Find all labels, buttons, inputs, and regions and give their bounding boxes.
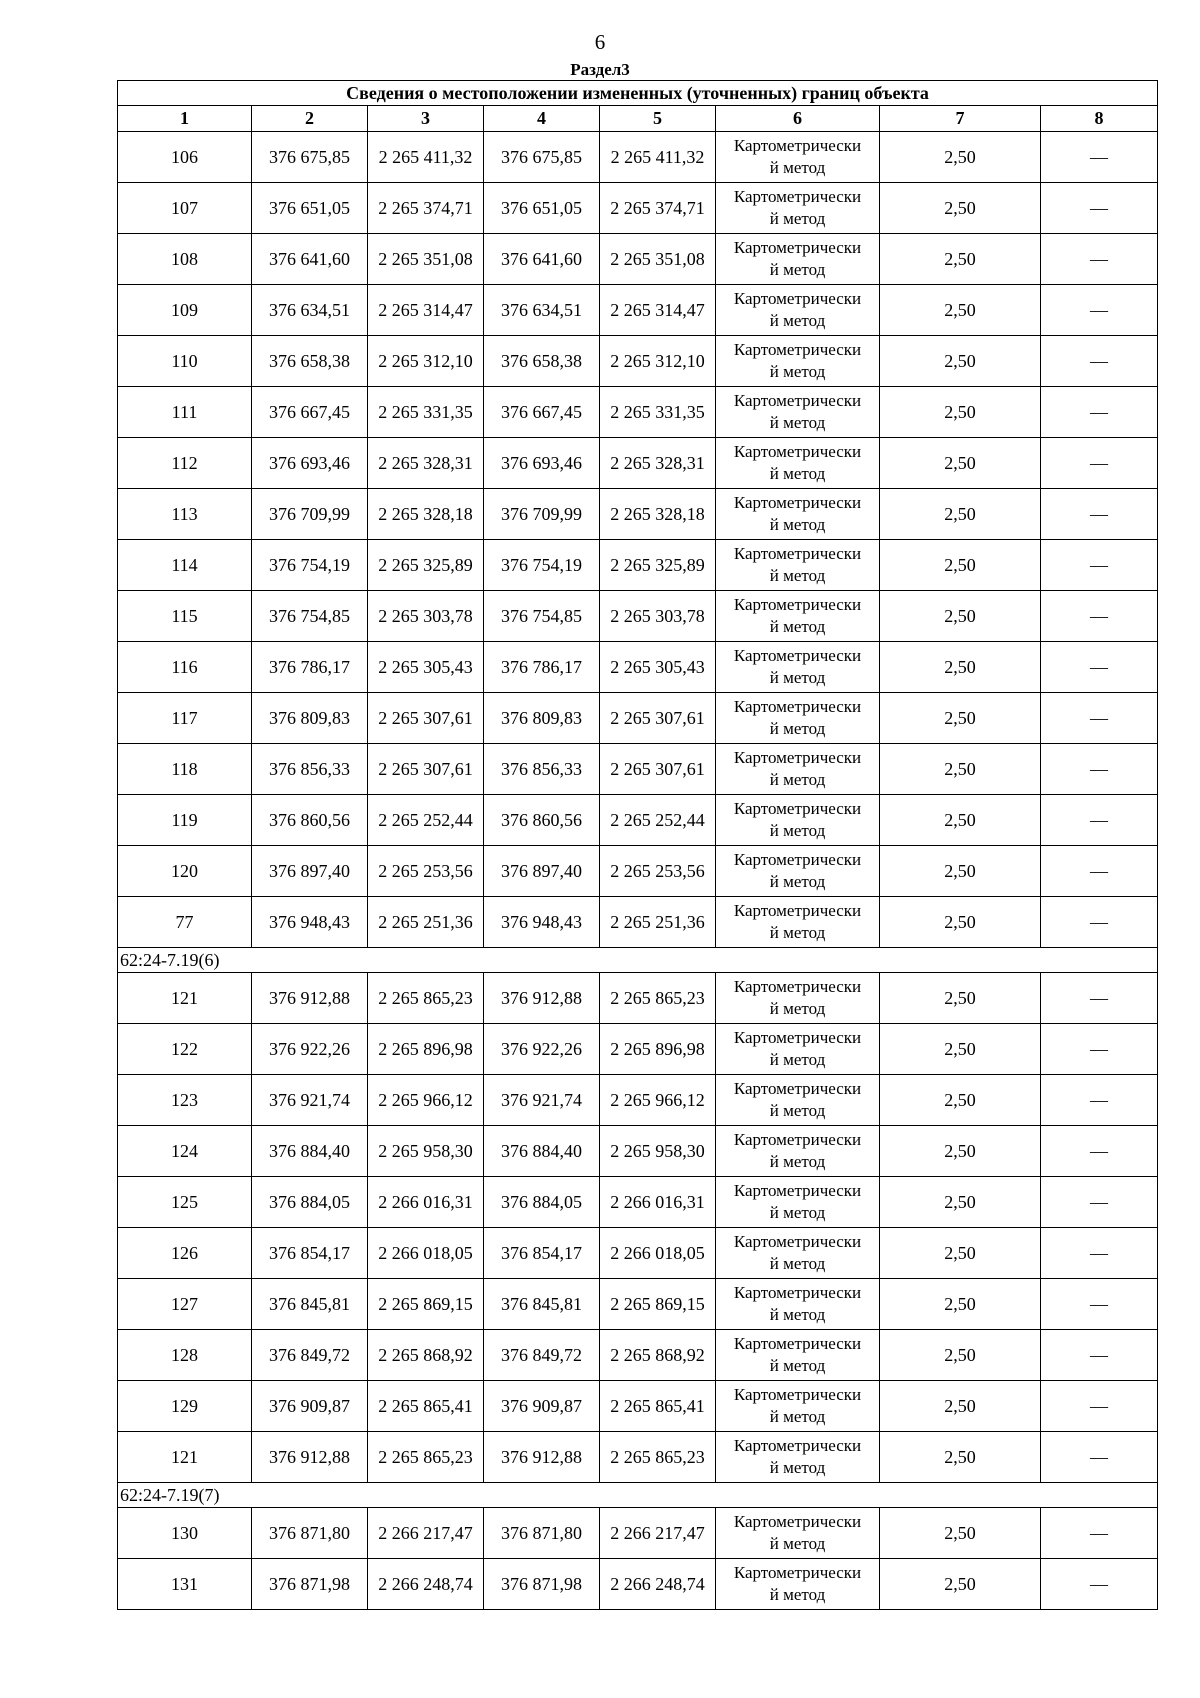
point-number-cell: 126 xyxy=(118,1228,252,1279)
x-new-cell: 376 922,26 xyxy=(484,1024,600,1075)
y-new-cell: 2 265 303,78 xyxy=(600,591,716,642)
method-cell: Картометрически й метод xyxy=(716,846,880,897)
note-cell: — xyxy=(1041,846,1158,897)
y-old-cell: 2 265 328,31 xyxy=(368,438,484,489)
method-cell: Картометрически й метод xyxy=(716,1228,880,1279)
accuracy-cell: 2,50 xyxy=(880,973,1041,1024)
note-cell: — xyxy=(1041,693,1158,744)
x-new-cell: 376 921,74 xyxy=(484,1075,600,1126)
point-number-cell: 127 xyxy=(118,1279,252,1330)
table-row xyxy=(118,1177,1158,1228)
x-old-cell: 376 921,74 xyxy=(252,1075,368,1126)
x-new-cell: 376 675,85 xyxy=(484,132,600,183)
x-new-cell: 376 871,98 xyxy=(484,1559,600,1610)
note-cell: — xyxy=(1041,1177,1158,1228)
group-label: 62:24-7.19(6) xyxy=(118,948,1158,973)
table-row xyxy=(118,1024,1158,1075)
table-row xyxy=(118,1432,1158,1483)
accuracy-cell: 2,50 xyxy=(880,1228,1041,1279)
point-number-cell: 110 xyxy=(118,336,252,387)
y-new-cell: 2 265 328,31 xyxy=(600,438,716,489)
x-new-cell: 376 856,33 xyxy=(484,744,600,795)
point-number-cell: 115 xyxy=(118,591,252,642)
y-old-cell: 2 265 328,18 xyxy=(368,489,484,540)
y-new-cell: 2 266 018,05 xyxy=(600,1228,716,1279)
y-new-cell: 2 265 253,56 xyxy=(600,846,716,897)
method-cell: Картометрически й метод xyxy=(716,1559,880,1610)
note-cell: — xyxy=(1041,285,1158,336)
y-new-cell: 2 265 351,08 xyxy=(600,234,716,285)
table-caption-row xyxy=(118,81,1158,106)
x-new-cell: 376 912,88 xyxy=(484,1432,600,1483)
method-cell: Картометрически й метод xyxy=(716,693,880,744)
x-old-cell: 376 912,88 xyxy=(252,973,368,1024)
table-row xyxy=(118,387,1158,438)
note-cell: — xyxy=(1041,897,1158,948)
group-label: 62:24-7.19(7) xyxy=(118,1483,1158,1508)
note-cell: — xyxy=(1041,973,1158,1024)
note-cell: — xyxy=(1041,1228,1158,1279)
point-number-cell: 108 xyxy=(118,234,252,285)
point-number-cell: 125 xyxy=(118,1177,252,1228)
y-old-cell: 2 265 865,41 xyxy=(368,1381,484,1432)
point-number-cell: 116 xyxy=(118,642,252,693)
point-number-cell: 109 xyxy=(118,285,252,336)
y-new-cell: 2 265 374,71 xyxy=(600,183,716,234)
x-new-cell: 376 849,72 xyxy=(484,1330,600,1381)
x-new-cell: 376 912,88 xyxy=(484,973,600,1024)
column-header: 2 xyxy=(252,106,368,132)
x-old-cell: 376 634,51 xyxy=(252,285,368,336)
accuracy-cell: 2,50 xyxy=(880,744,1041,795)
note-cell: — xyxy=(1041,591,1158,642)
y-old-cell: 2 265 865,23 xyxy=(368,1432,484,1483)
x-old-cell: 376 693,46 xyxy=(252,438,368,489)
x-new-cell: 376 709,99 xyxy=(484,489,600,540)
table-row xyxy=(118,642,1158,693)
column-header: 3 xyxy=(368,106,484,132)
method-cell: Картометрически й метод xyxy=(716,1330,880,1381)
accuracy-cell: 2,50 xyxy=(880,132,1041,183)
y-new-cell: 2 265 307,61 xyxy=(600,744,716,795)
method-cell: Картометрически й метод xyxy=(716,1024,880,1075)
x-new-cell: 376 809,83 xyxy=(484,693,600,744)
note-cell: — xyxy=(1041,1381,1158,1432)
point-number-cell: 123 xyxy=(118,1075,252,1126)
method-cell: Картометрически й метод xyxy=(716,1381,880,1432)
method-cell: Картометрически й метод xyxy=(716,1432,880,1483)
y-new-cell: 2 265 865,41 xyxy=(600,1381,716,1432)
note-cell: — xyxy=(1041,234,1158,285)
note-cell: — xyxy=(1041,132,1158,183)
accuracy-cell: 2,50 xyxy=(880,1432,1041,1483)
x-new-cell: 376 754,19 xyxy=(484,540,600,591)
x-new-cell: 376 754,85 xyxy=(484,591,600,642)
note-cell: — xyxy=(1041,1075,1158,1126)
x-new-cell: 376 871,80 xyxy=(484,1508,600,1559)
method-cell: Картометрически й метод xyxy=(716,285,880,336)
x-old-cell: 376 871,80 xyxy=(252,1508,368,1559)
accuracy-cell: 2,50 xyxy=(880,846,1041,897)
table-row xyxy=(118,846,1158,897)
point-number-cell: 113 xyxy=(118,489,252,540)
y-new-cell: 2 265 307,61 xyxy=(600,693,716,744)
note-cell: — xyxy=(1041,438,1158,489)
table-row xyxy=(118,1126,1158,1177)
point-number-cell: 114 xyxy=(118,540,252,591)
accuracy-cell: 2,50 xyxy=(880,1279,1041,1330)
table-caption: Сведения о местоположении измененных (уточненных) границ объекта xyxy=(118,81,1158,106)
group-row xyxy=(118,1483,1158,1508)
x-new-cell: 376 693,46 xyxy=(484,438,600,489)
accuracy-cell: 2,50 xyxy=(880,387,1041,438)
method-cell: Картометрически й метод xyxy=(716,1279,880,1330)
y-old-cell: 2 265 411,32 xyxy=(368,132,484,183)
y-old-cell: 2 265 253,56 xyxy=(368,846,484,897)
table-row xyxy=(118,336,1158,387)
y-old-cell: 2 265 374,71 xyxy=(368,183,484,234)
x-new-cell: 376 786,17 xyxy=(484,642,600,693)
table-row xyxy=(118,1228,1158,1279)
x-new-cell: 376 884,05 xyxy=(484,1177,600,1228)
y-old-cell: 2 265 351,08 xyxy=(368,234,484,285)
column-header: 4 xyxy=(484,106,600,132)
note-cell: — xyxy=(1041,540,1158,591)
point-number-cell: 124 xyxy=(118,1126,252,1177)
y-new-cell: 2 265 251,36 xyxy=(600,897,716,948)
column-number-row xyxy=(118,106,1158,132)
x-new-cell: 376 909,87 xyxy=(484,1381,600,1432)
y-new-cell: 2 265 966,12 xyxy=(600,1075,716,1126)
y-new-cell: 2 265 865,23 xyxy=(600,1432,716,1483)
table-row xyxy=(118,1559,1158,1610)
point-number-cell: 122 xyxy=(118,1024,252,1075)
x-new-cell: 376 658,38 xyxy=(484,336,600,387)
x-old-cell: 376 912,88 xyxy=(252,1432,368,1483)
point-number-cell: 121 xyxy=(118,973,252,1024)
accuracy-cell: 2,50 xyxy=(880,1330,1041,1381)
accuracy-cell: 2,50 xyxy=(880,234,1041,285)
point-number-cell: 111 xyxy=(118,387,252,438)
note-cell: — xyxy=(1041,744,1158,795)
accuracy-cell: 2,50 xyxy=(880,897,1041,948)
y-new-cell: 2 265 328,18 xyxy=(600,489,716,540)
y-new-cell: 2 266 016,31 xyxy=(600,1177,716,1228)
note-cell: — xyxy=(1041,387,1158,438)
method-cell: Картометрически й метод xyxy=(716,1126,880,1177)
accuracy-cell: 2,50 xyxy=(880,642,1041,693)
method-cell: Картометрически й метод xyxy=(716,336,880,387)
point-number-cell: 128 xyxy=(118,1330,252,1381)
x-old-cell: 376 786,17 xyxy=(252,642,368,693)
accuracy-cell: 2,50 xyxy=(880,489,1041,540)
point-number-cell: 106 xyxy=(118,132,252,183)
method-cell: Картометрически й метод xyxy=(716,744,880,795)
coordinates-table xyxy=(117,80,1158,1610)
x-new-cell: 376 897,40 xyxy=(484,846,600,897)
note-cell: — xyxy=(1041,1330,1158,1381)
accuracy-cell: 2,50 xyxy=(880,540,1041,591)
x-new-cell: 376 884,40 xyxy=(484,1126,600,1177)
point-number-cell: 117 xyxy=(118,693,252,744)
method-cell: Картометрически й метод xyxy=(716,897,880,948)
method-cell: Картометрически й метод xyxy=(716,132,880,183)
table-row xyxy=(118,1075,1158,1126)
y-new-cell: 2 265 868,92 xyxy=(600,1330,716,1381)
note-cell: — xyxy=(1041,642,1158,693)
table-row xyxy=(118,591,1158,642)
point-number-cell: 121 xyxy=(118,1432,252,1483)
x-new-cell: 376 854,17 xyxy=(484,1228,600,1279)
x-old-cell: 376 845,81 xyxy=(252,1279,368,1330)
x-new-cell: 376 634,51 xyxy=(484,285,600,336)
y-new-cell: 2 265 252,44 xyxy=(600,795,716,846)
group-row xyxy=(118,948,1158,973)
accuracy-cell: 2,50 xyxy=(880,1177,1041,1228)
method-cell: Картометрически й метод xyxy=(716,234,880,285)
x-old-cell: 376 884,40 xyxy=(252,1126,368,1177)
x-old-cell: 376 854,17 xyxy=(252,1228,368,1279)
accuracy-cell: 2,50 xyxy=(880,1559,1041,1610)
method-cell: Картометрически й метод xyxy=(716,387,880,438)
table-row xyxy=(118,234,1158,285)
x-old-cell: 376 709,99 xyxy=(252,489,368,540)
table-row xyxy=(118,1279,1158,1330)
y-old-cell: 2 266 217,47 xyxy=(368,1508,484,1559)
table-row xyxy=(118,795,1158,846)
x-old-cell: 376 849,72 xyxy=(252,1330,368,1381)
point-number-cell: 129 xyxy=(118,1381,252,1432)
y-old-cell: 2 265 331,35 xyxy=(368,387,484,438)
page-number: 6 xyxy=(594,30,606,54)
x-old-cell: 376 754,85 xyxy=(252,591,368,642)
y-old-cell: 2 266 018,05 xyxy=(368,1228,484,1279)
method-cell: Картометрически й метод xyxy=(716,1508,880,1559)
y-old-cell: 2 265 325,89 xyxy=(368,540,484,591)
y-old-cell: 2 265 314,47 xyxy=(368,285,484,336)
x-new-cell: 376 948,43 xyxy=(484,897,600,948)
method-cell: Картометрически й метод xyxy=(716,438,880,489)
y-new-cell: 2 265 312,10 xyxy=(600,336,716,387)
y-new-cell: 2 265 411,32 xyxy=(600,132,716,183)
point-number-cell: 119 xyxy=(118,795,252,846)
point-number-cell: 130 xyxy=(118,1508,252,1559)
table-row xyxy=(118,693,1158,744)
method-cell: Картометрически й метод xyxy=(716,183,880,234)
accuracy-cell: 2,50 xyxy=(880,1381,1041,1432)
method-cell: Картометрически й метод xyxy=(716,973,880,1024)
y-new-cell: 2 265 314,47 xyxy=(600,285,716,336)
note-cell: — xyxy=(1041,1126,1158,1177)
accuracy-cell: 2,50 xyxy=(880,1126,1041,1177)
y-new-cell: 2 265 865,23 xyxy=(600,973,716,1024)
accuracy-cell: 2,50 xyxy=(880,285,1041,336)
y-old-cell: 2 265 307,61 xyxy=(368,744,484,795)
point-number-cell: 120 xyxy=(118,846,252,897)
y-old-cell: 2 265 958,30 xyxy=(368,1126,484,1177)
column-header: 6 xyxy=(716,106,880,132)
accuracy-cell: 2,50 xyxy=(880,795,1041,846)
y-new-cell: 2 265 331,35 xyxy=(600,387,716,438)
accuracy-cell: 2,50 xyxy=(880,1075,1041,1126)
x-old-cell: 376 809,83 xyxy=(252,693,368,744)
y-new-cell: 2 265 305,43 xyxy=(600,642,716,693)
y-old-cell: 2 265 252,44 xyxy=(368,795,484,846)
x-old-cell: 376 641,60 xyxy=(252,234,368,285)
x-old-cell: 376 856,33 xyxy=(252,744,368,795)
y-new-cell: 2 266 248,74 xyxy=(600,1559,716,1610)
x-new-cell: 376 641,60 xyxy=(484,234,600,285)
y-old-cell: 2 265 307,61 xyxy=(368,693,484,744)
y-new-cell: 2 265 325,89 xyxy=(600,540,716,591)
y-old-cell: 2 265 303,78 xyxy=(368,591,484,642)
x-old-cell: 376 658,38 xyxy=(252,336,368,387)
method-cell: Картометрически й метод xyxy=(716,642,880,693)
y-old-cell: 2 265 869,15 xyxy=(368,1279,484,1330)
table-row xyxy=(118,744,1158,795)
x-new-cell: 376 667,45 xyxy=(484,387,600,438)
method-cell: Картометрически й метод xyxy=(716,540,880,591)
x-old-cell: 376 871,98 xyxy=(252,1559,368,1610)
method-cell: Картометрически й метод xyxy=(716,489,880,540)
note-cell: — xyxy=(1041,1024,1158,1075)
table-row xyxy=(118,1508,1158,1559)
y-old-cell: 2 265 251,36 xyxy=(368,897,484,948)
column-header: 5 xyxy=(600,106,716,132)
y-old-cell: 2 265 305,43 xyxy=(368,642,484,693)
table-row xyxy=(118,489,1158,540)
table-row xyxy=(118,438,1158,489)
x-new-cell: 376 845,81 xyxy=(484,1279,600,1330)
y-old-cell: 2 265 868,92 xyxy=(368,1330,484,1381)
table-row xyxy=(118,132,1158,183)
x-old-cell: 376 667,45 xyxy=(252,387,368,438)
method-cell: Картометрически й метод xyxy=(716,591,880,642)
table-body xyxy=(118,132,1158,1610)
x-old-cell: 376 675,85 xyxy=(252,132,368,183)
x-new-cell: 376 860,56 xyxy=(484,795,600,846)
x-old-cell: 376 754,19 xyxy=(252,540,368,591)
y-new-cell: 2 266 217,47 xyxy=(600,1508,716,1559)
y-old-cell: 2 266 248,74 xyxy=(368,1559,484,1610)
method-cell: Картометрически й метод xyxy=(716,1177,880,1228)
point-number-cell: 118 xyxy=(118,744,252,795)
note-cell: — xyxy=(1041,1279,1158,1330)
section-title: Раздел3 xyxy=(570,60,630,79)
table-row xyxy=(118,973,1158,1024)
note-cell: — xyxy=(1041,1432,1158,1483)
column-header: 7 xyxy=(880,106,1041,132)
note-cell: — xyxy=(1041,795,1158,846)
point-number-cell: 77 xyxy=(118,897,252,948)
x-old-cell: 376 922,26 xyxy=(252,1024,368,1075)
accuracy-cell: 2,50 xyxy=(880,591,1041,642)
note-cell: — xyxy=(1041,489,1158,540)
x-old-cell: 376 909,87 xyxy=(252,1381,368,1432)
accuracy-cell: 2,50 xyxy=(880,183,1041,234)
accuracy-cell: 2,50 xyxy=(880,1508,1041,1559)
y-new-cell: 2 265 958,30 xyxy=(600,1126,716,1177)
note-cell: — xyxy=(1041,183,1158,234)
y-old-cell: 2 265 966,12 xyxy=(368,1075,484,1126)
accuracy-cell: 2,50 xyxy=(880,1024,1041,1075)
point-number-cell: 131 xyxy=(118,1559,252,1610)
y-old-cell: 2 265 865,23 xyxy=(368,973,484,1024)
y-new-cell: 2 265 869,15 xyxy=(600,1279,716,1330)
column-header: 1 xyxy=(118,106,252,132)
x-new-cell: 376 651,05 xyxy=(484,183,600,234)
table-row xyxy=(118,285,1158,336)
y-old-cell: 2 265 896,98 xyxy=(368,1024,484,1075)
column-header: 8 xyxy=(1041,106,1158,132)
method-cell: Картометрически й метод xyxy=(716,795,880,846)
x-old-cell: 376 860,56 xyxy=(252,795,368,846)
y-old-cell: 2 266 016,31 xyxy=(368,1177,484,1228)
point-number-cell: 107 xyxy=(118,183,252,234)
y-old-cell: 2 265 312,10 xyxy=(368,336,484,387)
table-row xyxy=(118,540,1158,591)
table-row xyxy=(118,183,1158,234)
note-cell: — xyxy=(1041,336,1158,387)
note-cell: — xyxy=(1041,1508,1158,1559)
x-old-cell: 376 948,43 xyxy=(252,897,368,948)
accuracy-cell: 2,50 xyxy=(880,336,1041,387)
x-old-cell: 376 897,40 xyxy=(252,846,368,897)
y-new-cell: 2 265 896,98 xyxy=(600,1024,716,1075)
method-cell: Картометрически й метод xyxy=(716,1075,880,1126)
point-number-cell: 112 xyxy=(118,438,252,489)
note-cell: — xyxy=(1041,1559,1158,1610)
x-old-cell: 376 651,05 xyxy=(252,183,368,234)
x-old-cell: 376 884,05 xyxy=(252,1177,368,1228)
table-row xyxy=(118,897,1158,948)
table-row xyxy=(118,1330,1158,1381)
accuracy-cell: 2,50 xyxy=(880,693,1041,744)
accuracy-cell: 2,50 xyxy=(880,438,1041,489)
table-row xyxy=(118,1381,1158,1432)
